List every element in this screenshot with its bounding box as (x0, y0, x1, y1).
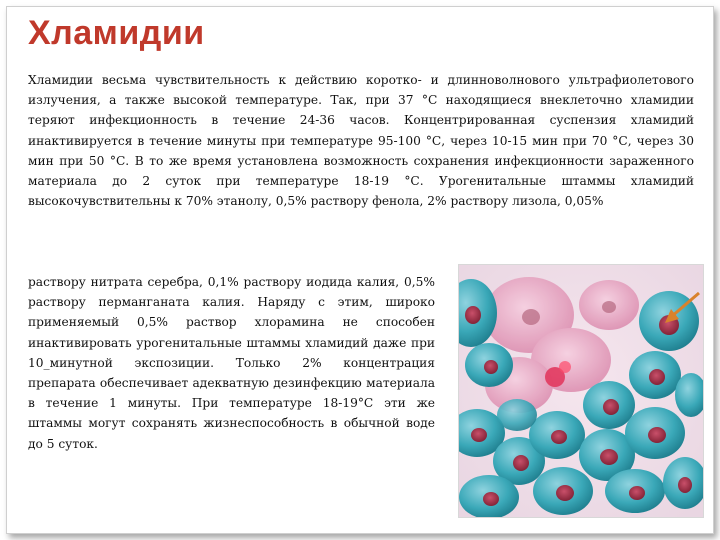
paragraph-left: раствору нитрата серебра, 0,1% раствору иодида калия, 0,5% раствору перманганата калия. Наряду с этим, широко применяемый 0,5% раствор хлорамина не способен инактивировать урогенитальные штаммы хламидий даже при 10_минутной экспозиции. Только 2% концентрация препарата обеспечивает адекватную дезинфекцию материала в течение 1 минуты. При температуре 18-19°С эти же штаммы могут сохранять жизнеспособность в обычной воде до 5 суток. (28, 275, 435, 451)
paragraph-top: Хламидии весьма чувствительность к действию коротко- и длинноволнового ультрафиолетового излучения, а также высокой температуре. Так, при 37 °С находящиеся внеклеточно хламидии теряют инфекционность в течение 24-36 часов. Концентрированная суспензия хламидий инактивируется в течение минуты при температуре 95-100 °С, через 10-15 мин при 70 °С, через 30 мин при 50 °С. В то же время установлена возможность сохранения инфекционности зараженного материала до 2 суток при температуре 18-19 °С. Урогенитальные штаммы хламидий высокочувствительны к 70% этанолу, 0,5% раствору фенола, 2% раствору лизола, 0,05% (28, 73, 694, 209)
slide-title: Хламидии (28, 14, 205, 52)
microscopy-illustration (459, 265, 703, 517)
microscopy-image (458, 264, 704, 518)
